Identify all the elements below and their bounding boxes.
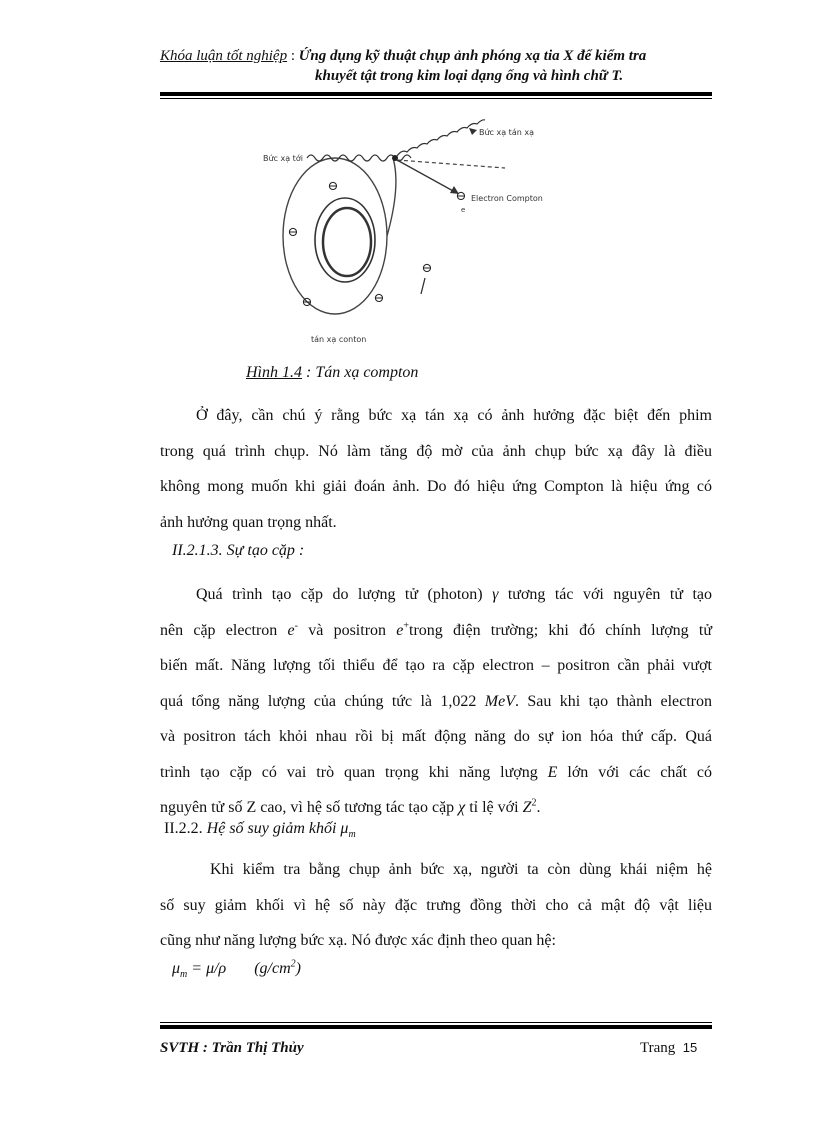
header-label: Khóa luận tốt nghiệp bbox=[160, 48, 288, 64]
compton-figure bbox=[255, 118, 547, 348]
p2-text-6a: trình tạo cặp có vai trò quan trọng khi năng lượng bbox=[160, 763, 548, 781]
formula-unit-a: (g/cm bbox=[254, 960, 291, 977]
label-incident: Bức xạ tới bbox=[263, 154, 303, 163]
mev-unit: MeV bbox=[484, 692, 515, 710]
formula bbox=[172, 958, 301, 981]
orbit-arc bbox=[387, 158, 396, 236]
label-scattered: Bức xạ tán xạ bbox=[479, 128, 534, 137]
p2-line-5: và positron tách khỏi nhau rồi bị mất động năng do sự ion hóa thứ cấp. Quá bbox=[160, 728, 712, 745]
p2-text-2b: và positron bbox=[298, 621, 397, 639]
header-title-1: Ứng dụng kỹ thuật chụp ảnh phóng xạ tia X để kiểm tra bbox=[298, 48, 647, 64]
p2-text-7a: nguyên tử số Z cao, vì hệ số tương tác tạo cặp bbox=[160, 799, 459, 816]
heading-2-mu: μ bbox=[340, 820, 349, 837]
p1-line-1 bbox=[160, 398, 712, 434]
electron-orbit-2: ⊖ bbox=[287, 224, 299, 239]
p2-line-2 bbox=[160, 613, 712, 649]
page-header bbox=[160, 46, 712, 86]
formula-unit-b: ) bbox=[295, 960, 301, 977]
p2-line-3: biến mất. Năng lượng tối thiểu để tạo ra cặp electron – positron cần phải vượt bbox=[160, 657, 712, 674]
z-symbol: Z bbox=[522, 799, 532, 816]
header-line-1 bbox=[160, 46, 712, 66]
footer-page bbox=[640, 1040, 697, 1057]
p2-text-6b: lớn với các chất có bbox=[557, 763, 712, 781]
p1-text-1: Ở đây, cần chú ý rằng bức xạ tán xạ có ảnh hưởng đặc biệt đến phim bbox=[196, 407, 712, 424]
electron-orbit-4: ⊖ bbox=[373, 290, 385, 305]
paragraph-3 bbox=[160, 852, 712, 959]
paragraph-2 bbox=[160, 577, 712, 826]
electron-ejected: ⊖ bbox=[421, 260, 433, 275]
nucleus bbox=[323, 208, 371, 276]
p2-text-1b: tương tác với nguyên tử tạo bbox=[498, 586, 712, 603]
header-rule-thin bbox=[160, 98, 712, 99]
p2-text-2a: nên cặp electron bbox=[160, 621, 288, 639]
label-e: e bbox=[461, 206, 466, 214]
p1-line-2: trong quá trình chụp. Nó làm tăng độ mờ của ảnh chụp bức xạ đây là điều bbox=[160, 442, 712, 460]
electron-compton-marker: ⊖ bbox=[455, 188, 467, 203]
p2-line-6 bbox=[160, 755, 712, 791]
z-square-sup: 2 bbox=[531, 797, 537, 809]
electron-symbol: e bbox=[287, 621, 295, 639]
p2-text-7b: tỉ lệ với bbox=[465, 799, 523, 816]
page-number: 15 bbox=[682, 1040, 698, 1055]
formula-mu: μ bbox=[172, 960, 181, 977]
compton-diagram bbox=[255, 118, 547, 348]
heading-mass-attenuation bbox=[164, 820, 356, 841]
positron-symbol: e bbox=[396, 621, 404, 639]
header-title-2: khuyết tật trong kim loại dạng ống và hình chữ T. bbox=[315, 68, 624, 84]
p2-text-1a: Quá trình tạo cặp do lượng tử (photon) bbox=[196, 586, 493, 603]
heading-2-text: Hệ số suy giảm khối bbox=[206, 820, 341, 837]
energy-symbol: E bbox=[547, 763, 558, 781]
scattered-wave bbox=[397, 120, 485, 156]
label-bottom: tán xạ conton bbox=[311, 335, 367, 344]
header-sep: : bbox=[287, 48, 299, 64]
p2-text-4b: . Sau khi tạo thành electron bbox=[515, 692, 713, 710]
footer-rule-thin bbox=[160, 1022, 712, 1023]
p2-line-1 bbox=[160, 577, 712, 613]
p3-line-1 bbox=[160, 852, 712, 888]
p1-line-4: ảnh hưởng quan trọng nhất. bbox=[160, 513, 337, 531]
p3-line-3: cũng như năng lượng bức xạ. Nó được xác định theo quan hệ: bbox=[160, 932, 556, 949]
p3-line-2: số suy giảm khối vì hệ số này đặc trưng đồng thời cho cả mật độ vật liệu bbox=[160, 896, 712, 914]
p3-text-1: Khi kiểm tra bằng chụp ảnh bức xạ, người ta còn dùng khái niệm hệ bbox=[210, 861, 712, 878]
figure-caption bbox=[246, 364, 418, 382]
formula-sub: m bbox=[180, 969, 188, 981]
electron-path bbox=[397, 160, 455, 192]
page-label: Trang bbox=[640, 1040, 676, 1056]
heading-2-sub: m bbox=[348, 829, 356, 841]
scattered-arrowhead bbox=[469, 128, 477, 135]
heading-2-num: II.2.2. bbox=[164, 820, 207, 837]
paragraph-1 bbox=[160, 398, 712, 540]
heading-pair-production: II.2.1.3. Sự tạo cặp : bbox=[172, 542, 305, 559]
formula-unit-sup: 2 bbox=[290, 958, 296, 970]
label-electron: Electron Compton bbox=[471, 194, 543, 203]
p2-text-4a: quá tổng năng lượng của chúng tức là 1,022 bbox=[160, 692, 485, 710]
formula-rhs: = μ/ρ bbox=[187, 960, 227, 977]
plus-sup: + bbox=[403, 620, 410, 632]
p2-line-4 bbox=[160, 684, 712, 720]
ejected-tail bbox=[421, 278, 425, 294]
footer-rule-thick bbox=[160, 1025, 712, 1029]
p1-line-3: không mong muốn khi giải đoán ảnh. Do đó hiệu ứng Compton là hiệu ứng có bbox=[160, 478, 712, 495]
electron-orbit-3: ⊖ bbox=[301, 294, 313, 309]
caption-text: : Tán xạ compton bbox=[302, 364, 419, 381]
caption-number: Hình 1.4 bbox=[246, 364, 302, 381]
chi-symbol: χ bbox=[458, 799, 466, 816]
p2-text-7c: . bbox=[536, 799, 541, 816]
footer-author: SVTH : Trần Thị Thủy bbox=[160, 1040, 304, 1056]
header-rule-thick bbox=[160, 92, 712, 96]
original-path bbox=[397, 160, 505, 168]
p2-text-2c: trong điện trường; khi đó chính lượng tử bbox=[409, 621, 713, 639]
electron-orbit-1: ⊖ bbox=[327, 178, 339, 193]
minus-sup: - bbox=[294, 620, 298, 632]
gamma-symbol: γ bbox=[492, 586, 499, 603]
